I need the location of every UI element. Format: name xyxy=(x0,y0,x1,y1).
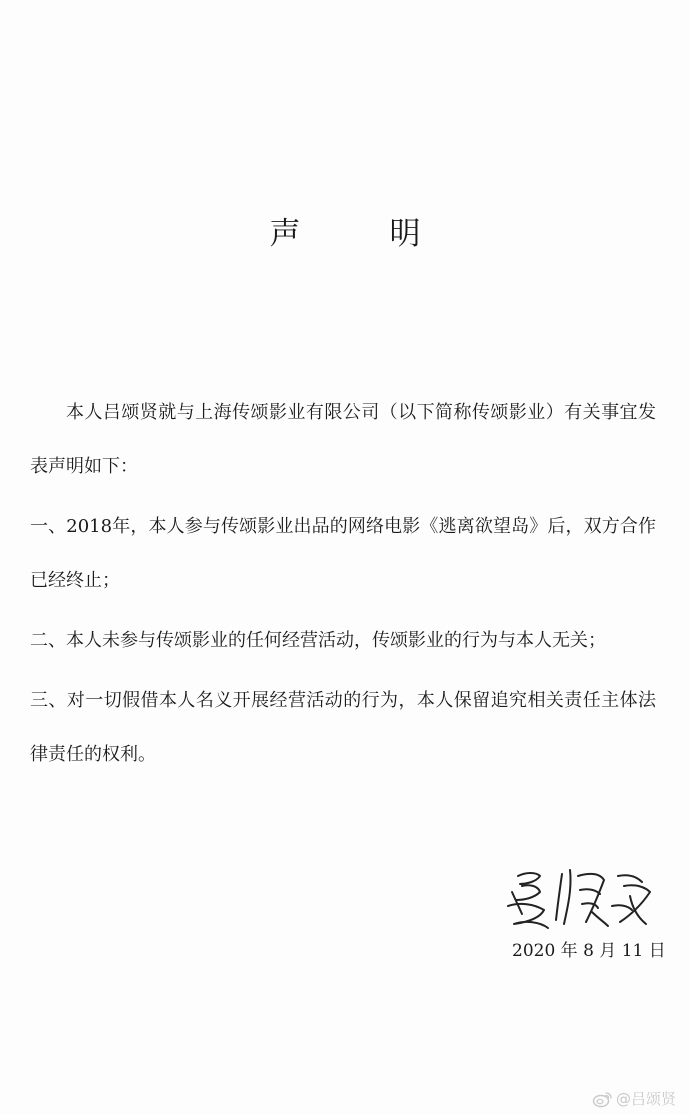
title-char-2: 明 xyxy=(389,216,421,252)
clause-3: 三、对一切假借本人名义开展经营活动的行为，本人保留追究相关责任主体法律责任的权利。 xyxy=(30,690,656,765)
document-body xyxy=(30,386,656,788)
clause-2: 二、本人未参与传颂影业的任何经营活动，传颂影业的行为与本人无关； xyxy=(30,630,606,651)
title-char-1: 声 xyxy=(269,216,301,252)
document-title xyxy=(0,208,690,253)
handwritten-signature xyxy=(500,862,660,934)
weibo-icon xyxy=(592,1090,612,1108)
clause-1: 一、2018年，本人参与传颂影业出品的网络电影《逃离欲望岛》后，双方合作已经终止； xyxy=(30,516,656,591)
weibo-watermark xyxy=(592,1088,676,1109)
watermark-handle: @吕颂贤 xyxy=(615,1090,676,1108)
signing-date: 2020 年 8 月 11 日 xyxy=(512,941,666,961)
intro-paragraph: 本人吕颂贤就与上海传颂影业有限公司（以下简称传颂影业）有关事宜发表声明如下： xyxy=(30,402,656,477)
